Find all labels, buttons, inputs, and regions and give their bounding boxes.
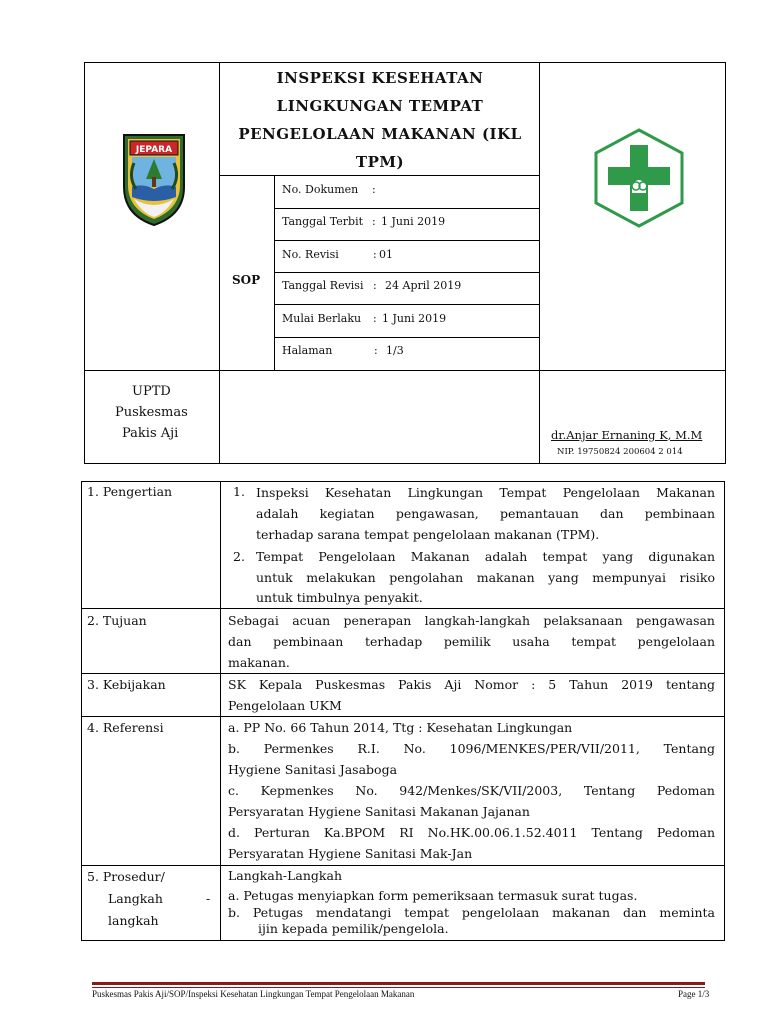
meta-sep: : [373,248,377,261]
signer-nip: NIP. 19750824 200604 2 014 [557,447,683,457]
section-label-kebijakan: 3. Kebijakan [87,677,166,692]
referensi-line: b. Permenkes R.I. No. 1096/MENKES/PER/VII/2011, Tentang [228,741,715,756]
section-label-prosedur: - [206,891,211,906]
meta-label: Tanggal Terbit [282,215,364,228]
referensi-line: c. Kepmenkes No. 942/Menkes/SK/VII/2003, Tentang Pedoman [228,783,715,798]
org-line: Pakis Aji [122,426,179,441]
list-item-line: terhadap sarana tempat pengelolaan makanan (TPM). [256,527,600,542]
meta-sep: : [374,344,378,357]
meta-sep: : [373,279,377,292]
jepara-crest-logo [118,127,190,227]
signer-name: dr.Anjar Ernaning K, M.M [551,428,703,442]
prosedur-step: a. Petugas menyiapkan form pemeriksaan termasuk surat tugas. [228,888,638,903]
meta-sep: : [372,215,376,228]
kebijakan-line: Pengelolaan UKM [228,698,342,713]
list-item-line: adalah kegiatan pengawasan, pemantauan dan pembinaan [256,506,715,521]
section-label-prosedur: Langkah [108,891,163,906]
meta-label: No. Revisi [282,248,339,261]
section-label-pengertian: 1. Pengertian [87,484,173,499]
prosedur-step: b. Petugas mendatangi tempat pengelolaan makanan dan meminta [228,905,715,920]
list-number: 1. [233,484,245,499]
section-label-referensi: 4. Referensi [87,720,164,735]
meta-label: No. Dokumen [282,183,359,196]
referensi-line: Persyaratan Hygiene Sanitasi Mak-Jan [228,846,473,861]
meta-value: 1/3 [386,344,404,357]
referensi-line: Persyaratan Hygiene Sanitasi Makanan Jajanan [228,804,530,819]
footer-text: Puskesmas Pakis Aji/SOP/Inspeksi Kesehatan Lingkungan Tempat Pengelolaan Makanan [92,989,415,999]
page-number: Page 1/3 [678,989,710,999]
footer-rule [92,982,705,985]
title-line: INSPEKSI KESEHATAN [276,69,484,87]
referensi-line: a. PP No. 66 Tahun 2014, Ttg : Kesehatan Lingkungan [228,720,573,735]
meta-value: 1 Juni 2019 [381,215,446,228]
tujuan-line: makanan. [228,655,290,670]
tujuan-line: Sebagai acuan penerapan langkah-langkah pelaksanaan pengawasan [228,613,715,628]
meta-sep: : [372,183,376,196]
section-label-tujuan: 2. Tujuan [87,613,147,628]
org-line: UPTD [132,384,171,399]
title-line: LINGKUNGAN TEMPAT [276,97,484,115]
meta-sep: : [373,312,377,325]
list-number: 2. [233,549,245,564]
referensi-line: d. Perturan Ka.BPOM RI No.HK.00.06.1.52.4011 Tentang Pedoman [228,825,715,840]
meta-value: 1 Juni 2019 [382,312,447,325]
section-label-prosedur: langkah [108,913,159,928]
sop-label: SOP [232,273,261,287]
meta-value: 01 [379,248,393,261]
prosedur-step: ijin kepada pemilik/pengelola. [258,921,449,936]
list-item-line: Tempat Pengelolaan Makanan adalah tempat yang digunakan [256,549,715,564]
referensi-line: Hygiene Sanitasi Jasaboga [228,762,398,777]
list-item-line: untuk melakukan pengolahan makanan yang mempunyai risiko [256,570,715,585]
title-line: PENGELOLAAN MAKANAN (IKL [238,125,522,143]
list-item-line: Inspeksi Kesehatan Lingkungan Tempat Pengelolaan Makanan [256,485,715,500]
footer-rule-thin [92,987,705,988]
meta-label: Halaman [282,344,333,357]
kebijakan-line: SK Kepala Puskesmas Pakis Aji Nomor : 5 Tahun 2019 tentang [228,677,715,692]
title-line: TPM) [355,153,405,171]
org-line: Puskesmas [115,405,188,420]
puskesmas-logo [592,127,686,229]
tujuan-line: dan pembinaan terhadap pemilik usaha tempat pengelolaan [228,634,715,649]
section-label-prosedur: 5. Prosedur/ [87,869,165,884]
list-item-line: untuk timbulnya penyakit. [256,590,423,605]
meta-label: Tanggal Revisi [282,279,364,292]
meta-value: 24 April 2019 [385,279,462,292]
meta-label: Mulai Berlaku [282,312,362,325]
document-title [220,64,540,176]
svg-text:JEPARA: JEPARA [135,145,173,155]
prosedur-heading: Langkah-Langkah [228,868,342,883]
